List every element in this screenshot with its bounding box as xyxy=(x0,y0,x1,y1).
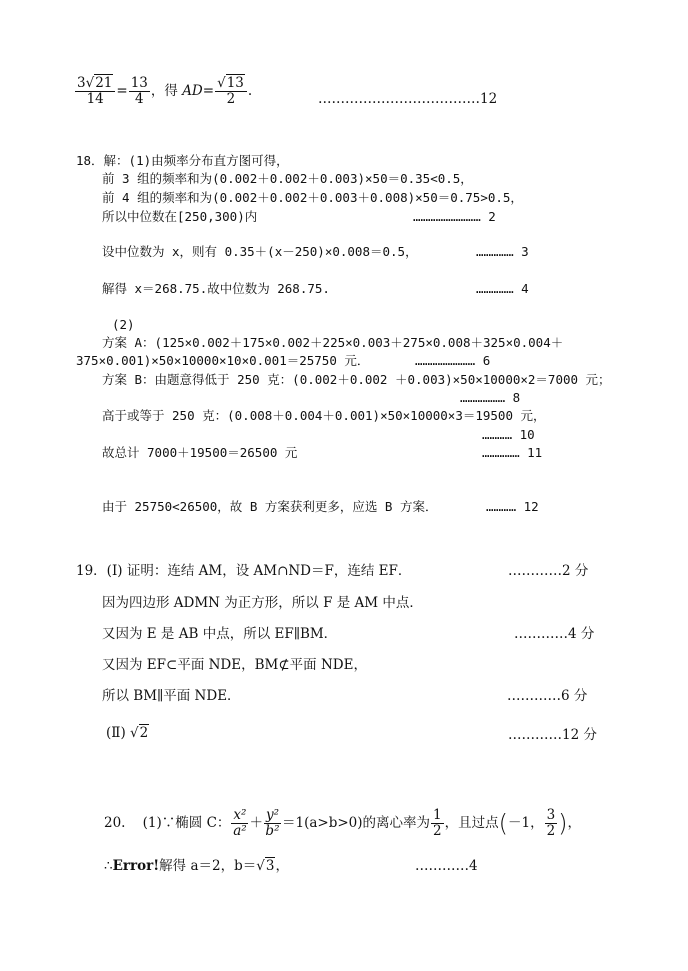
plan-a-line-2: 375×0.001)×50×10000×10×0.001＝25750 元． xyxy=(76,353,370,368)
right-paren: ) xyxy=(558,809,568,838)
q19-dots-12: …………12 分 xyxy=(508,727,597,743)
plan-b-dots-8: ……………… 8 xyxy=(460,390,521,405)
fraction-x2-a2: $\frac{\text{x²}}{\text{a²}}$ xyxy=(233,807,247,839)
header-dots: ………………………………12 xyxy=(318,91,498,107)
q18-dots-3: …………… 3 xyxy=(476,244,529,259)
fraction-y2-b2: $\frac{\text{y²}}{\text{b²}}$ xyxy=(265,807,280,839)
fraction-sqrt13-over-2: $\frac{√13}{2}$ xyxy=(215,76,247,107)
q19-line-6: (Ⅱ) √2 xyxy=(106,725,149,741)
q20-line-1: 20. (1)∵椭圆 C： $\frac{\text{x²}}{\text{a²}}$ ＋ $\frac{\text{y²}}{\text{b²}}$ ＝1(a>b>0)的离心率为 $\frac{1}{2}$ ，且过点(－1， $\frac{3}{2}$ )， xyxy=(104,807,582,839)
q18-dots-2: ……………………… 2 xyxy=(413,209,496,224)
plan-b-dots-11: …………… 11 xyxy=(482,445,543,460)
q18-title: 18．解：(1)由频率分布直方图可得， xyxy=(76,153,289,168)
q20-line-2: ∴Error!解得 a＝2，b＝√3， xyxy=(104,858,289,874)
q19-dots-2: …………2 分 xyxy=(508,563,589,579)
fraction-three-halves: $\frac{3}{2}$ xyxy=(546,807,556,839)
q19-line-1: 19．(Ⅰ) 证明：连结 AM，设 AM∩ND＝F，连结 EF． xyxy=(76,563,412,579)
q18-line-3: 所以中位数在[250,300)内 xyxy=(102,209,258,224)
q19-line-4: 又因为 EF⊂平面 NDE，BM⊄平面 NDE， xyxy=(102,657,367,673)
sqrt-2: √2 xyxy=(130,725,149,741)
plan-b-dots-10: ………… 10 xyxy=(482,427,535,442)
q18-line-2: 前 4 组的频率和为(0.002＋0.002＋0.003＋0.008)×50＝0.75>0.5， xyxy=(102,190,523,205)
q18-part-2: (2) xyxy=(112,317,135,332)
q18-line-4: 设中位数为 x，则有 0.35＋(x－250)×0.008＝0.5， xyxy=(102,244,418,259)
q18-conclusion: 由于 25750<26500，故 B 方案获利更多，应选 B 方案． xyxy=(102,499,438,514)
plan-b-line-1: 方案 B：由题意得低于 250 克：(0.002＋0.002 ＋0.003)×50×10000×2＝7000 元； xyxy=(102,372,611,387)
q18-line-5: 解得 x＝268.75.故中位数为 268.75. xyxy=(102,281,330,296)
fraction-13-over-4: $\frac{13}{4}$ xyxy=(130,75,148,107)
left-paren: ( xyxy=(498,809,508,838)
header-line: $\frac{3√21}{14}$ = $\frac{13}{4}$ ，得 AD= $\frac{√13}{2}$ . xyxy=(77,75,253,107)
plan-a-dots: …………………… 6 xyxy=(415,353,491,368)
q18-dots-12: ………… 12 xyxy=(486,499,539,514)
plan-b-line-2: 高于或等于 250 克：(0.008＋0.004＋0.001)×50×10000×3＝19500 元， xyxy=(102,408,546,423)
sqrt-3: √3 xyxy=(256,858,275,874)
plan-a-line-1: 方案 A：(125×0.002＋175×0.002＋225×0.003＋275×0.008＋325×0.004＋ xyxy=(102,335,564,350)
plan-b-line-3: 故总计 7000＋19500＝26500 元 xyxy=(102,445,298,460)
q18-line-1: 前 3 组的频率和为(0.002＋0.002＋0.003)×50＝0.35<0.5， xyxy=(102,171,473,186)
q19-line-2: 因为四边形 ADMN 为正方形，所以 F 是 AM 中点． xyxy=(102,595,423,611)
fraction-one-half: $\frac{1}{2}$ xyxy=(433,807,442,839)
q19-line-5: 所以 BM∥平面 NDE． xyxy=(102,688,241,704)
q18-dots-4: …………… 4 xyxy=(476,281,529,296)
error-text: Error! xyxy=(112,858,160,874)
q20-dots-4: …………4 xyxy=(415,858,478,874)
q19-dots-6: …………6 分 xyxy=(507,688,588,704)
fraction-3sqrt21-over-14: $\frac{3√21}{14}$ xyxy=(75,76,115,107)
q19-line-3: 又因为 E 是 AB 中点，所以 EF∥BM． xyxy=(102,626,338,642)
q19-dots-4: …………4 分 xyxy=(514,626,595,642)
